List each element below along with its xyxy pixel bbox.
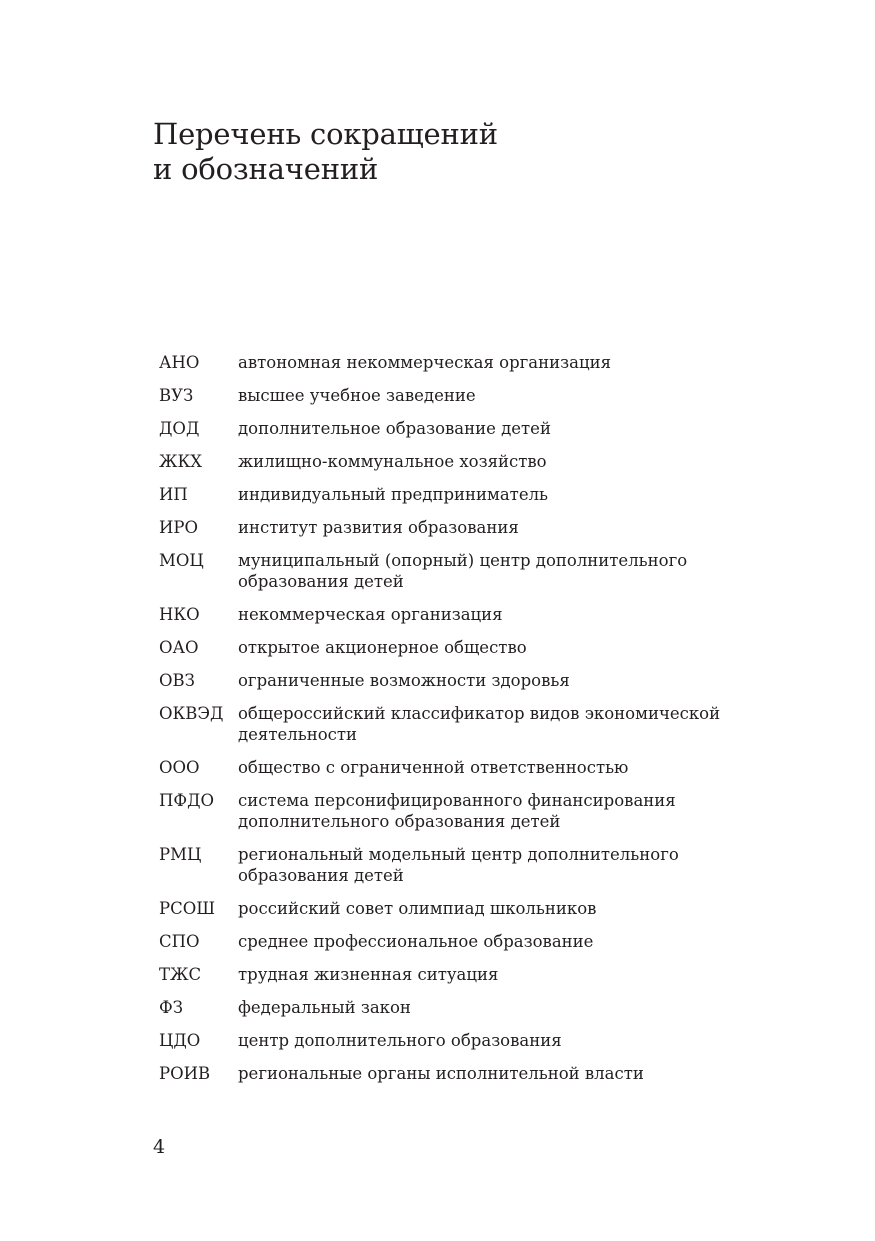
abbreviation-row bbox=[159, 1030, 759, 1051]
abbreviation-row bbox=[159, 1063, 759, 1084]
abbreviation-row bbox=[159, 451, 759, 472]
abbreviation-definition: автономная некоммерческая организация bbox=[238, 353, 611, 372]
abbreviation-definition: трудная жизненная ситуация bbox=[238, 965, 499, 984]
abbreviation-term: СПО bbox=[159, 932, 200, 951]
page-number: 4 bbox=[153, 1136, 166, 1158]
abbreviation-definition: общероссийский классификатор видов экономической деятельности bbox=[238, 704, 721, 744]
abbreviation-term: РМЦ bbox=[159, 845, 202, 864]
abbreviation-term: МОЦ bbox=[159, 551, 204, 570]
abbreviation-term: ПФДО bbox=[159, 791, 215, 810]
abbreviation-definition: общество с ограниченной ответственностью bbox=[238, 758, 629, 777]
abbreviation-term: ИП bbox=[159, 485, 188, 504]
abbreviation-term: ОАО bbox=[159, 638, 199, 657]
abbreviation-term: НКО bbox=[159, 605, 200, 624]
abbreviation-row bbox=[159, 703, 759, 745]
abbreviation-term: РОИВ bbox=[159, 1064, 211, 1083]
abbreviation-term: ОВЗ bbox=[159, 671, 195, 690]
abbreviation-definition: институт развития образования bbox=[238, 518, 519, 537]
abbreviation-row bbox=[159, 352, 759, 373]
abbreviation-term: ОКВЭД bbox=[159, 704, 224, 723]
abbreviation-definition: российский совет олимпиад школьников bbox=[238, 899, 597, 918]
abbreviation-definition: региональные органы исполнительной власти bbox=[238, 1064, 644, 1083]
page-title bbox=[153, 117, 498, 187]
abbreviation-term: ДОД bbox=[159, 419, 200, 438]
abbreviation-definition: региональный модельный центр дополнительного образования детей bbox=[238, 845, 679, 885]
abbreviation-term: ЖКХ bbox=[159, 452, 203, 471]
abbreviation-term: АНО bbox=[159, 353, 200, 372]
abbreviation-term: ФЗ bbox=[159, 998, 183, 1017]
abbreviation-row bbox=[159, 757, 759, 778]
abbreviation-definition: высшее учебное заведение bbox=[238, 386, 476, 405]
page-title-line-2: и обозначений bbox=[153, 152, 379, 186]
abbreviation-definition: муниципальный (опорный) центр дополнительного образования детей bbox=[238, 551, 688, 591]
abbreviation-definition: система персонифицированного финансирования дополнительного образования детей bbox=[238, 791, 676, 831]
abbreviation-list bbox=[159, 352, 759, 1096]
abbreviation-row bbox=[159, 898, 759, 919]
abbreviation-row bbox=[159, 931, 759, 952]
abbreviation-term: ИРО bbox=[159, 518, 199, 537]
abbreviation-term: ВУЗ bbox=[159, 386, 194, 405]
abbreviation-definition: жилищно-коммунальное хозяйство bbox=[238, 452, 547, 471]
abbreviation-row bbox=[159, 997, 759, 1018]
abbreviation-term: РСОШ bbox=[159, 899, 216, 918]
abbreviation-row bbox=[159, 670, 759, 691]
abbreviation-definition: федеральный закон bbox=[238, 998, 411, 1017]
abbreviation-row bbox=[159, 517, 759, 538]
abbreviation-row bbox=[159, 484, 759, 505]
abbreviation-definition: среднее профессиональное образование bbox=[238, 932, 594, 951]
abbreviation-row bbox=[159, 604, 759, 625]
abbreviation-definition: индивидуальный предприниматель bbox=[238, 485, 549, 504]
abbreviation-term: ТЖС bbox=[159, 965, 202, 984]
page-title-line-1: Перечень сокращений bbox=[153, 117, 498, 151]
abbreviation-row bbox=[159, 418, 759, 439]
abbreviation-definition: центр дополнительного образования bbox=[238, 1031, 562, 1050]
abbreviation-row bbox=[159, 790, 759, 832]
abbreviation-definition: дополнительное образование детей bbox=[238, 419, 551, 438]
abbreviation-definition: ограниченные возможности здоровья bbox=[238, 671, 570, 690]
abbreviation-row bbox=[159, 844, 759, 886]
abbreviation-row bbox=[159, 550, 759, 592]
abbreviation-definition: некоммерческая организация bbox=[238, 605, 503, 624]
abbreviation-row bbox=[159, 964, 759, 985]
abbreviation-row bbox=[159, 385, 759, 406]
abbreviation-definition: открытое акционерное общество bbox=[238, 638, 527, 657]
abbreviation-term: ООО bbox=[159, 758, 200, 777]
abbreviation-term: ЦДО bbox=[159, 1031, 201, 1050]
abbreviation-row bbox=[159, 637, 759, 658]
